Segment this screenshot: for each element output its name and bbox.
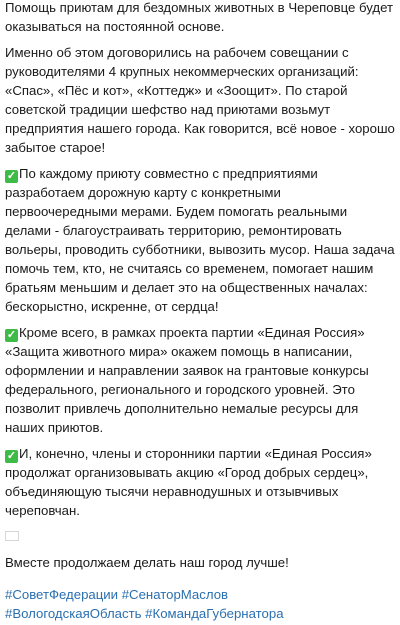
- post-paragraph: [5, 527, 396, 546]
- check-icon: ✓: [6, 170, 17, 182]
- hashtag-link[interactable]: #СенаторМаслов: [121, 587, 229, 603]
- paragraph-text: Именно об этом договорились на рабочем совещании с руководителями 4 крупных некоммерческих организаций: «Спас», «Пёс и кот», «Коттедж» и «Зоощит». По старой советской традиции шефство над приютами возьмут предприятия нашего города. Как говорится, всё новое - хорошо забытое старое!: [5, 45, 399, 155]
- check-icon: ✓: [6, 329, 17, 341]
- hashtag-link[interactable]: #СоветФедерации: [5, 587, 119, 603]
- paragraph-text: Помощь приютам для бездомных животных в Череповце будет оказываться на постоянной основе.: [5, 0, 397, 34]
- paragraph-text: Кроме всего, в рамках проекта партии «Единая Россия» «Защита животного мира» окажем помощь в написании, оформлении и направлении заявок на грантовые конкурсы федерального, регионального и городского уровней. Это позволит привлечь дополнительно немалые ресурсы для наших приютов.: [5, 325, 373, 435]
- paragraph-text: И, конечно, члены и сторонники партии «Единая Россия» продолжат организовывать акцию «Город добрых сердец», объединяющую тысячи неравнодушных и отзывчивых череповчан.: [5, 446, 376, 518]
- post-paragraph: [5, 444, 396, 520]
- post-paragraph: [5, 164, 399, 316]
- russia-flag-icon: [5, 531, 19, 541]
- post-paragraph: [5, 0, 396, 36]
- check-icon: ✓: [6, 450, 17, 462]
- hashtag-link[interactable]: #КомандаГубернатора: [145, 606, 284, 622]
- hashtag-link[interactable]: #ВологодскаяОбласть: [5, 606, 142, 622]
- post-paragraph: [5, 323, 396, 437]
- paragraph-text: По каждому приюту совместно с предприятиями разработаем дорожную карту с конкретными первоочередными мерами. Будем помогать реальными делами - благоустраивать территорию, ремонтировать вольеры, проводить субботники, вывозить мусор. Наша задача помочь тем, кто, не считаясь со временем, помогает нашим братьям меньшим и делает это на общественных началах: бескорыстно, искренне, от сердца!: [5, 166, 399, 314]
- hashtag-list: [5, 585, 396, 623]
- post-paragraph: [5, 43, 399, 157]
- paragraph-text: Вместе продолжаем делать наш город лучше!: [5, 555, 289, 570]
